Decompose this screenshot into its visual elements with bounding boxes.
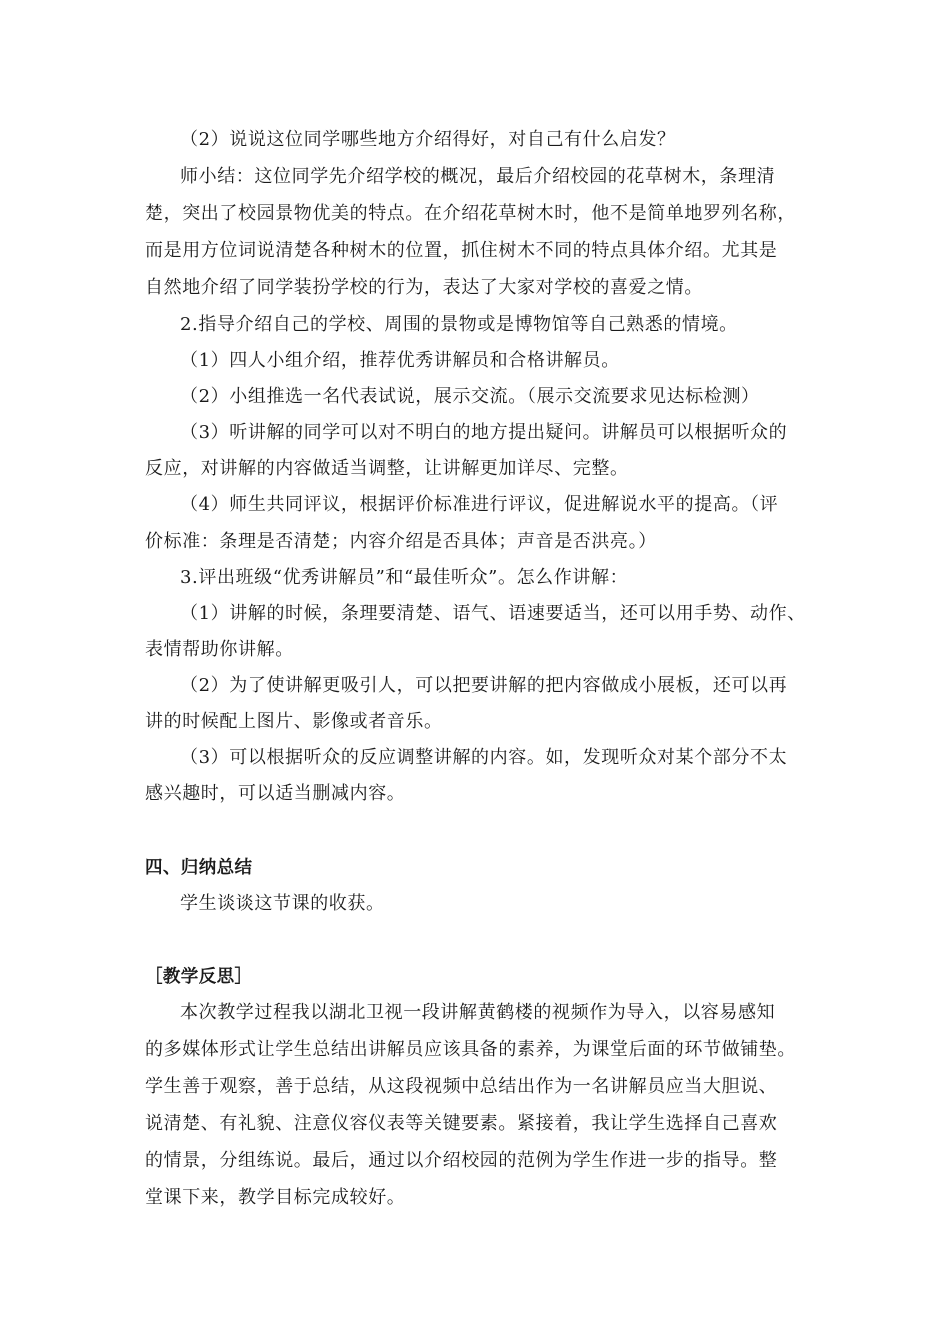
teacher-summary-line-4: 自然地介绍了同学装扮学校的行为，表达了大家对学校的喜爱之情。: [145, 277, 703, 298]
step-3-item-2-line-1: （2）为了使讲解更吸引人，可以把要讲解的把内容做成小展板，还可以再: [180, 675, 788, 696]
step-2-item-3-line-2: 反应，对讲解的内容做适当调整，让讲解更加详尽、完整。: [145, 458, 629, 479]
reflection-heading: ［教学反思］: [145, 967, 253, 987]
teacher-summary-line-2: 楚，突出了校园景物优美的特点。在介绍花草树木时，他不是简单地罗列名称，: [145, 203, 796, 224]
section-4-heading: 四、归纳总结: [145, 858, 253, 878]
step-3-item-1-line-2: 表情帮助你讲解。: [145, 639, 294, 660]
step-3-item-3-line-2: 感兴趣时，可以适当删减内容。: [145, 783, 406, 804]
step-3-item-1-line-1: （1）讲解的时候，条理要清楚、语气、语速要适当，还可以用手势、动作、: [180, 603, 806, 624]
reflection-line-2: 的多媒体形式让学生总结出讲解员应该具备的素养，为课堂后面的环节做铺垫。: [145, 1039, 796, 1060]
section-4-text: 学生谈谈这节课的收获。: [180, 893, 385, 914]
step-2-title: 2.指导介绍自己的学校、周围的景物或是博物馆等自己熟悉的情境。: [180, 314, 738, 335]
reflection-line-6: 堂课下来，教学目标完成较好。: [145, 1187, 406, 1208]
step-2-item-4-line-1: （4）师生共同评议，根据评价标准进行评议，促进解说水平的提高。（评: [180, 494, 779, 515]
step-3-item-2-line-2: 讲的时候配上图片、影像或者音乐。: [145, 711, 443, 732]
question-2: （2）说说这位同学哪些地方介绍得好，对自己有什么启发？: [180, 129, 676, 150]
step-2-item-4-line-2: 价标准：条理是否清楚；内容介绍是否具体；声音是否洪亮。）: [145, 531, 657, 552]
step-2-item-2: （2）小组推选一名代表试说，展示交流。（展示交流要求见达标检测）: [180, 386, 760, 407]
step-3-item-3-line-1: （3）可以根据听众的反应调整讲解的内容。如，发现听众对某个部分不太: [180, 747, 788, 768]
step-3-title: 3.评出班级“优秀讲解员”和“最佳听众”。怎么作讲解：: [180, 567, 629, 588]
reflection-line-4: 说清楚、有礼貌、注意仪容仪表等关键要素。紧接着，我让学生选择自己喜欢: [145, 1113, 778, 1134]
reflection-line-1: 本次教学过程我以湖北卫视一段讲解黄鹤楼的视频作为导入，以容易感知: [180, 1002, 776, 1023]
step-2-item-1: （1）四人小组介绍，推荐优秀讲解员和合格讲解员。: [180, 350, 620, 371]
reflection-line-5: 的情景，分组练说。最后，通过以介绍校园的范例为学生作进一步的指导。整: [145, 1150, 778, 1171]
teacher-summary-line-3: 而是用方位词说清楚各种树木的位置，抓住树木不同的特点具体介绍。尤其是: [145, 240, 778, 261]
step-2-item-3-line-1: （3）听讲解的同学可以对不明白的地方提出疑问。讲解员可以根据听众的: [180, 422, 788, 443]
reflection-line-3: 学生善于观察，善于总结，从这段视频中总结出作为一名讲解员应当大胆说、: [145, 1076, 778, 1097]
teacher-summary-line-1: 师小结：这位同学先介绍学校的概况，最后介绍校园的花草树木，条理清: [180, 166, 776, 187]
